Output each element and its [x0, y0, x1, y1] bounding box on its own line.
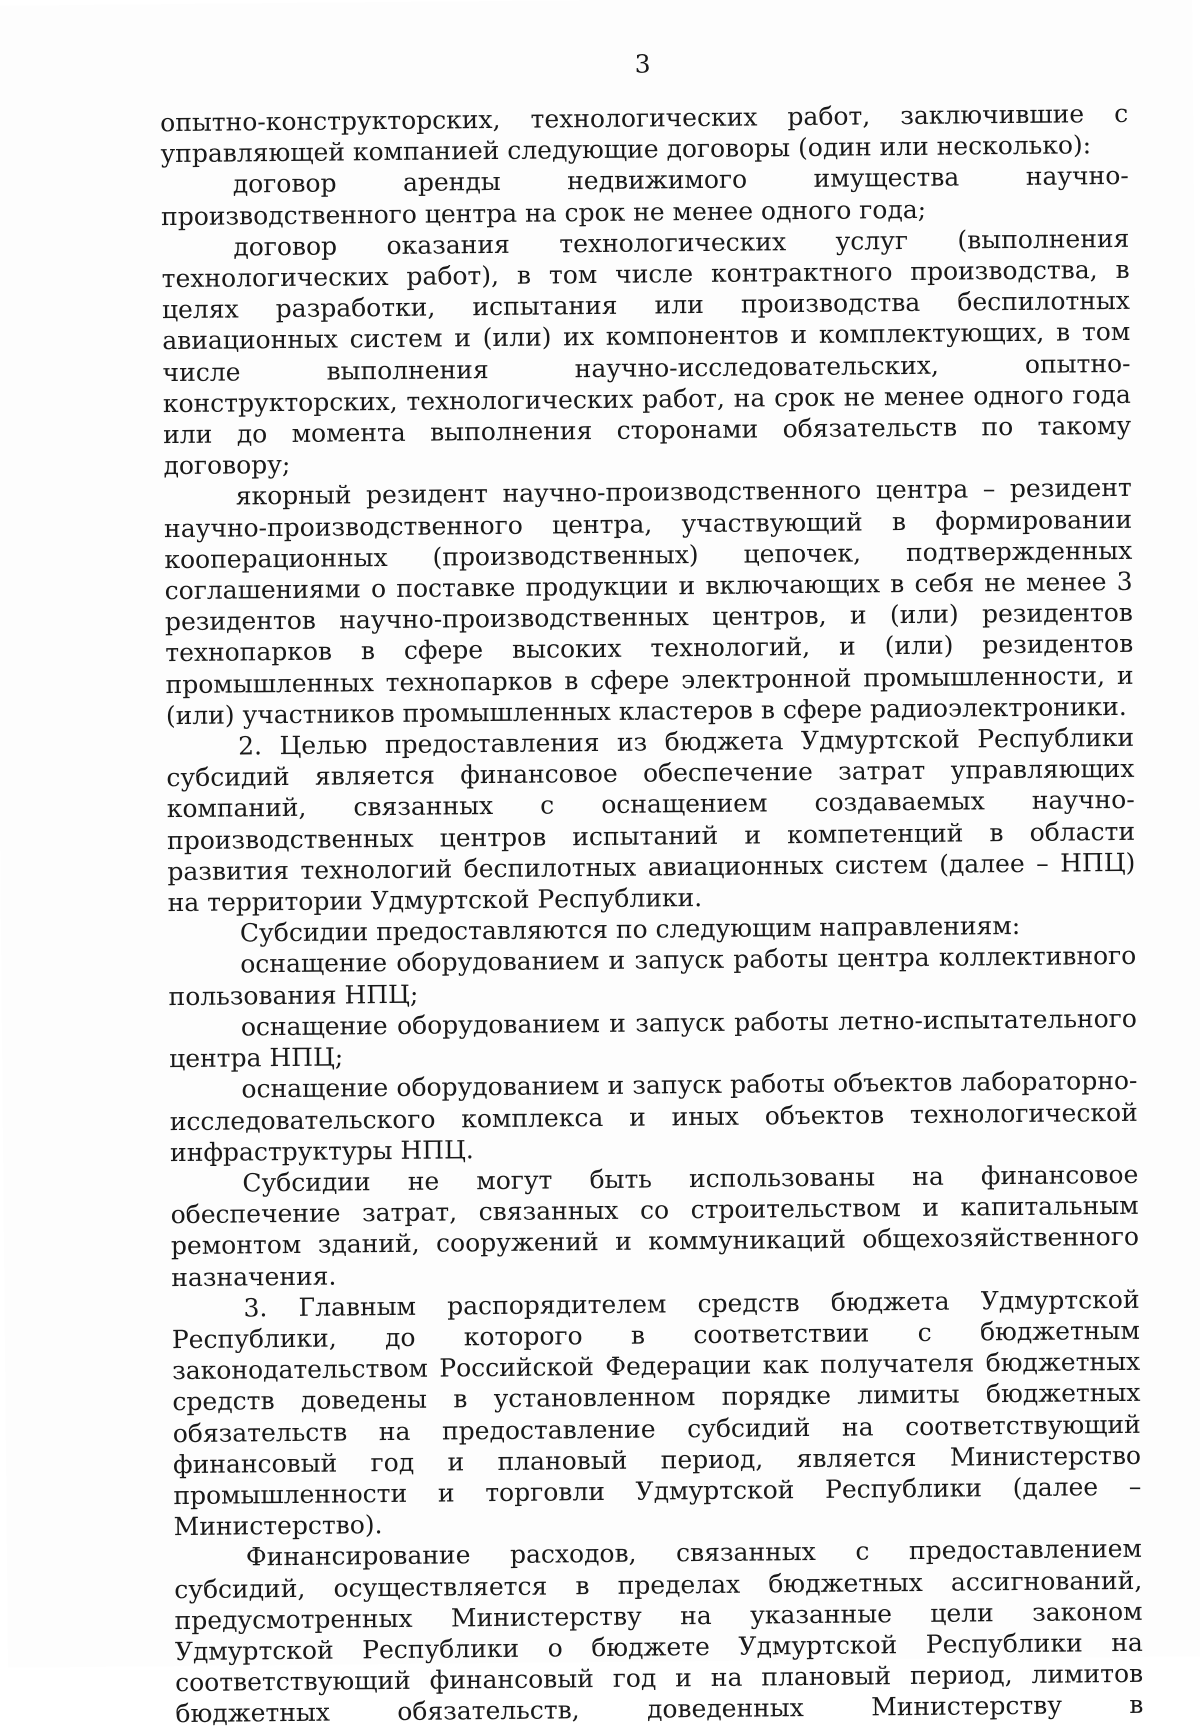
paragraph-9: оснащение оборудованием и запуск работы объектов лабораторно-исследовательского комплекса и иных объектов технологической инфраструктуры НПЦ.	[169, 1066, 1138, 1167]
paragraph-1: опытно-конструкторских, технологических работ, заключившие с управляющей компанией следующие договоры (один или несколько):	[160, 98, 1129, 169]
paragraph-7: оснащение оборудованием и запуск работы центра коллективного пользования НПЦ;	[168, 941, 1137, 1011]
paragraph-11: 3. Главным распорядителем средств бюджета Удмуртской Республики, до которого в соответствии с бюджетным законодательством Российской Федерации как получателя бюджетных средств доведены в установленном порядке лимиты бюджетных обязательств на предоставление субсидий на соответствующий финансовый год и плановый период, является Министерство промышленности и торговли Удмуртской Республики (далее – Министерство).	[171, 1284, 1142, 1542]
paragraph-5: 2. Целью предоставления из бюджета Удмуртской Республики субсидий является финансовое обеспечение затрат управляющих компаний, связанных с оснащением создаваемых научно-производственных центров испытаний и компетенций в области развития технологий беспилотных авиационных систем (далее – НПЦ) на территории Удмуртской Республики.	[166, 722, 1136, 918]
page-number: 3	[634, 49, 651, 79]
document-body	[160, 98, 1144, 1730]
paragraph-2: договор аренды недвижимого имущества научно-производственного центра на срок не менее одного года;	[160, 161, 1129, 231]
paragraph-4: якорный резидент научно-производственного центра – резидент научно-производственного центра, участвующий в формировании кооперационных (производственных) цепочек, подтвержденных соглашениями о поставке продукции и включающих в себя не менее 3 резидентов научно-производственных центров, и (или) резидентов технопарков в сфере высоких технологий, и (или) резидентов промышленных технопарков в сфере электронной промышленности, и (или) участников промышленных кластеров в сфере радиоэлектроники.	[163, 473, 1134, 731]
paragraph-12: Финансирование расходов, связанных с предоставлением субсидий, осуществляется в пределах бюджетных ассигнований, предусмотренных Министерству на указанные цели законом Удмуртской Республики о бюджете Удмуртской Республики на соответствующий финансовый год и на плановый период, лимитов бюджетных обязательств, доведенных Министерству в	[174, 1534, 1144, 1729]
paragraph-3: договор оказания технологических услуг (выполнения технологических работ), в том числе контрактного производства, в целях разработки, испытания или производства беспилотных авиационных систем и (или) их компонентов и комплектующих, в том числе выполнения научно-исследовательских, опытно-конструкторских, технологических работ, на срок не менее одного года или до момента выполнения сторонами обязательств по такому договору;	[161, 223, 1132, 481]
paragraph-8: оснащение оборудованием и запуск работы летно-испытательного центра НПЦ;	[169, 1003, 1137, 1074]
paragraph-6: Субсидии предоставляются по следующим направлениям:	[239, 911, 1021, 948]
paragraph-10: Субсидии не могут быть использованы на финансовое обеспечение затрат, связанных со строительством и капитальным ремонтом зданий, сооружений и коммуникаций общехозяйственного назначения.	[170, 1159, 1140, 1292]
